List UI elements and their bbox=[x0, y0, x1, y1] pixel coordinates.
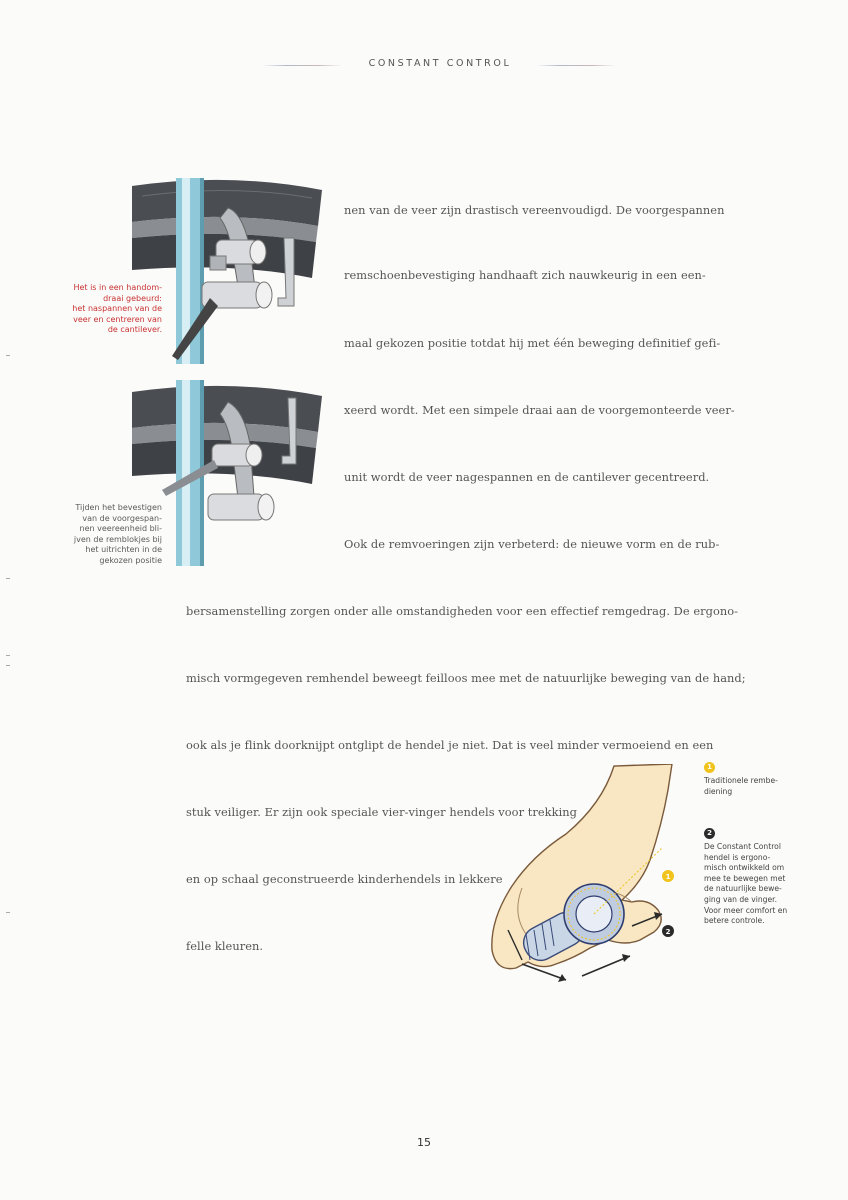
legend-text-1: Traditionele rembe- diening bbox=[704, 776, 778, 796]
brake-illustration-1 bbox=[132, 178, 328, 364]
legend-badge-1: 1 bbox=[704, 762, 715, 773]
callout-2-label: 2 bbox=[665, 928, 671, 936]
body-text-line: nen van de veer zijn drastisch vereenvoudigd. De voorgespannen bbox=[344, 203, 725, 217]
header-title: CONSTANT CONTROL bbox=[368, 58, 512, 69]
legend-item-2 bbox=[704, 828, 814, 927]
header-rule-left bbox=[262, 65, 342, 66]
body-text-line: bersamenstelling zorgen onder alle omstandigheden voor een effectief remgedrag. De ergono- bbox=[186, 604, 739, 618]
margin-mark bbox=[6, 355, 10, 356]
body-text-line: felle kleuren. bbox=[186, 939, 264, 953]
legend-badge-2: 2 bbox=[704, 828, 715, 839]
margin-mark bbox=[6, 578, 10, 579]
running-header bbox=[0, 58, 848, 74]
body-text-line: unit wordt de veer nagespannen en de cantilever gecentreerd. bbox=[344, 470, 710, 484]
body-text-line: stuk veiliger. Er zijn ook speciale vier-vinger hendels voor trekking bbox=[186, 805, 577, 819]
legend-item-1 bbox=[704, 762, 814, 797]
legend-text-2: De Constant Control hendel is ergono- misch ontwikkeld om mee te bewegen met de natuurlijke bewe- ging van de vinger. Voor meer comfort en betere controle. bbox=[704, 842, 788, 926]
body-text-line: en op schaal geconstrueerde kinderhendels in lekkere bbox=[186, 872, 503, 886]
figure-caption-1: Het is in een handom- draai gebeurd: het naspannen van de veer en centreren van de cantilever. bbox=[72, 283, 162, 334]
margin-mark bbox=[6, 665, 10, 666]
page-number: 15 bbox=[417, 1136, 431, 1149]
header-rule-right bbox=[536, 65, 616, 66]
margin-mark bbox=[6, 912, 10, 913]
body-text-line: misch vormgegeven remhendel beweegt feilloos mee met de natuurlijke beweging van de hand; bbox=[186, 671, 746, 685]
margin-mark bbox=[6, 655, 10, 656]
body-text-line: maal gekozen positie totdat hij met één beweging definitief gefi- bbox=[344, 336, 721, 350]
callout-1-label: 1 bbox=[665, 873, 671, 881]
body-text-line: Ook de remvoeringen zijn verbeterd: de nieuwe vorm en de rub- bbox=[344, 537, 720, 551]
body-text-line: xeerd wordt. Met een simpele draai aan de voorgemonteerde veer- bbox=[344, 403, 735, 417]
body-text-line: remschoenbevestiging handhaaft zich nauwkeurig in een een- bbox=[344, 268, 706, 282]
body-text-line: ook als je flink doorknijpt ontglipt de hendel je niet. Dat is veel minder vermoeiend en een bbox=[186, 738, 714, 752]
figure-caption-2: Tijden het bevestigen van de voorgespan- nen veereenheid bli- jven de remblokjes bij het uitrichten in de gekozen positie bbox=[73, 503, 162, 565]
hand-lever-illustration bbox=[482, 764, 692, 990]
